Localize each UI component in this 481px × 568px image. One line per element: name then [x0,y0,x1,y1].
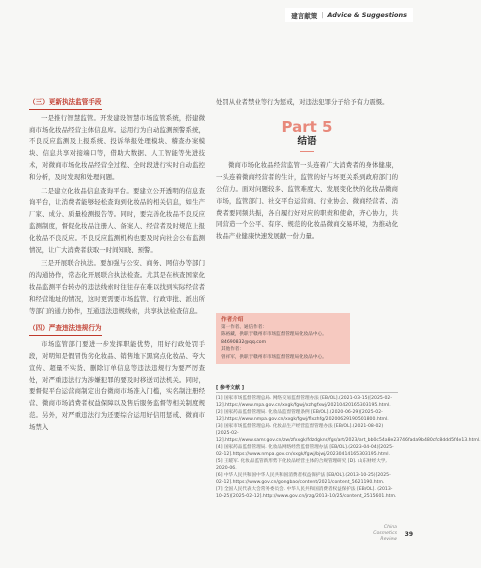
author-title: 作者介绍 [221,317,244,323]
right-column [216,97,398,245]
reference-item: [7] 全国人民代表大会常务委员会. 中华人民共和国消费者权益保护法 [EB/OL]. (2013-10-25)[2025-02-12].http://www.gov.cn/jrzg/2013-10/25/content_2515601.htm. [216,487,397,499]
right-top-text: 处罚从业者禁业等行为惩戒，对违法犯罪分子给予有力震慑。 [216,98,389,106]
paragraph: 一是推行智慧监管。开发建设智慧市场监管系统，搭建微商市场化妆品经营主体信息库。运用行为自动监测预警系统，不良反应监测及上报系统、投诉举报处理模块、稽查办案模块、信息共享对接端口等，借助大数据、人工智能等先进技术，对微商市场化妆品经营全过程、全时段进行实时自动监控和分析，及时发现和处理问题。 [29,113,205,181]
conclusion-title: 结语 [297,135,317,147]
references [216,385,481,500]
reference-item: [4] 国家药品监督管理局. 化妆品网络经营监督管理办法 [EB/OL].(2023-04-04)[2025-02-12].https://www.nmpa.gov.cn/xxgk/fgwj/bjwj/20230414165303195.html. [216,445,394,457]
conclusion-body [216,160,398,243]
reference-item: [1] 国家市场监督管理总局. 网络交易监督管理办法 [EB/OL].(2021-03-15)[2025-02-12].https://www.mpa.gov.cn/xxgk/fgwj/xzhgfxwj/20210420165303195.html. [216,396,392,408]
author-line: 陈裕藏，供职于赣州市市场监督管理局化妆品中心。 [221,332,327,338]
references-title: [ 参考文献 ] [216,385,398,393]
title-underline [300,151,314,152]
left-column [29,97,205,436]
page-header [285,8,413,22]
reference-item: [3] 国家市场监督管理总局. 化妆品生产经营监督管理办法 [EB/OL].(2021-08-02)[2025-02-12].https://www.samr.gov.cn/zw/zfxxgk/fdzdgknr/fgs/art/2023/art_bb0c54a8e23746fada9b480cfc8ddd5f4e13.html. [216,424,481,443]
part-label: Part 5 [281,117,333,136]
author-line: 其他作者： [221,347,244,353]
section-cn: 建言献策 [291,11,318,20]
paragraph: 三是开展联合执法。要加强与公安、商务、网信办等部门的沟通协作，常态化开展联合执法检查。尤其是在核查国家化妆品监测平台转办的违法线索时往往存在难以找到实际经营者和经营地址的情况，这时更需要市场监管、行政审批、派出所等部门的通力协作，互通违法违规线索，共享执法检查信息。 [29,259,205,315]
author-line: 84690832@qq.com [221,339,267,345]
footer-line3: Review [380,537,397,542]
footer-line2: Cosmetics [373,531,397,536]
conclusion-paragraph: 微商市场化妆品经营监管一头连着广大消费者的身体健康，一头连着微商经营者的生计，监管的好与坏更关系到政府部门的公信力。面对问题较多、监管难度大、发展变化快的化妆品微商市场，监管部门、社交平台运营商、行业协会、微商经营者、消费者要同频共振，各自履行好对应的职责和使命，齐心协力，共同营造一个公平、有序、规范的化妆品微商交易环境，为推动化妆品产业健康快速发展献一份力量。 [216,161,398,241]
reference-item: [2] 国家药品监督管理局. 化妆品监督管理条例 [EB/OL].(2020-06-29)[2025-02-12].https://www.nmpa.gov.cn/xxgk/fgwj/flxzhfg/20200629190501800.html. [216,410,389,422]
paragraph: 市场监管部门要进一步发挥职能优势，用好行政处罚手段，对明知是假冒伪劣化妆品、销售地下黑窝点化妆品、夸大宣传、超量不实货、删除订单信息等违法违规行为要严厉查处，对严重违法行为涉嫌犯罪的要及时移送司法机关。同时，要督促平台运营商制定出台微商市场准入门槛，实名制注册经营、微商市场消费者权益保障以及售后服务监督等相关制度规范。另外，对严重违法行为还要综合运用好信用惩戒、微商市场禁入 [29,340,205,431]
reference-item: [5] 王暖军. 化妆品监管新形势下化妆品经营主体的合规管理研究 [D]. 山东财经大学, 2020-06. [216,459,387,471]
header-separator: | [321,11,324,19]
section-heading: （三）更新执法监管手段 [29,97,102,110]
references-list [216,395,481,500]
footer-line1: China [383,525,397,530]
section-en: Advice & Suggestions [327,11,407,19]
reference-item: [6] 中华人民共和国中华人民共和国消费者权益保护法 [EB/OL].(2013-10-25)[2025-02-12].https://www.gov.cn/gongbao/content/2021/content_5621190.htm. [216,473,391,485]
author-box [216,313,350,364]
journal-footer [373,525,397,543]
author-lines [221,324,345,361]
author-line: 曾祥军，供职于赣州市市场监督管理局化妆品中心。 [221,354,327,360]
section-heading: （四）严查违法违规行为 [29,323,102,336]
page-number: 39 [404,531,413,538]
author-line: 第一作者、通信作者： [221,325,267,330]
paragraph: 二是建立化妆品信息查询平台。要建立公开透明的信息查询平台，让消费者能够轻松查询到化妆品的相关信息，如生产厂家、成分、质量检测报告等。同时，要完善化妆品不良反应监测制度，督促化妆品注册人、备案人、经营者及时规范上报化妆品不良反应。不良反应监测机构也要及时向社会公布监测情况，让广大消费者获取一时间知晓、预警。 [29,186,205,254]
